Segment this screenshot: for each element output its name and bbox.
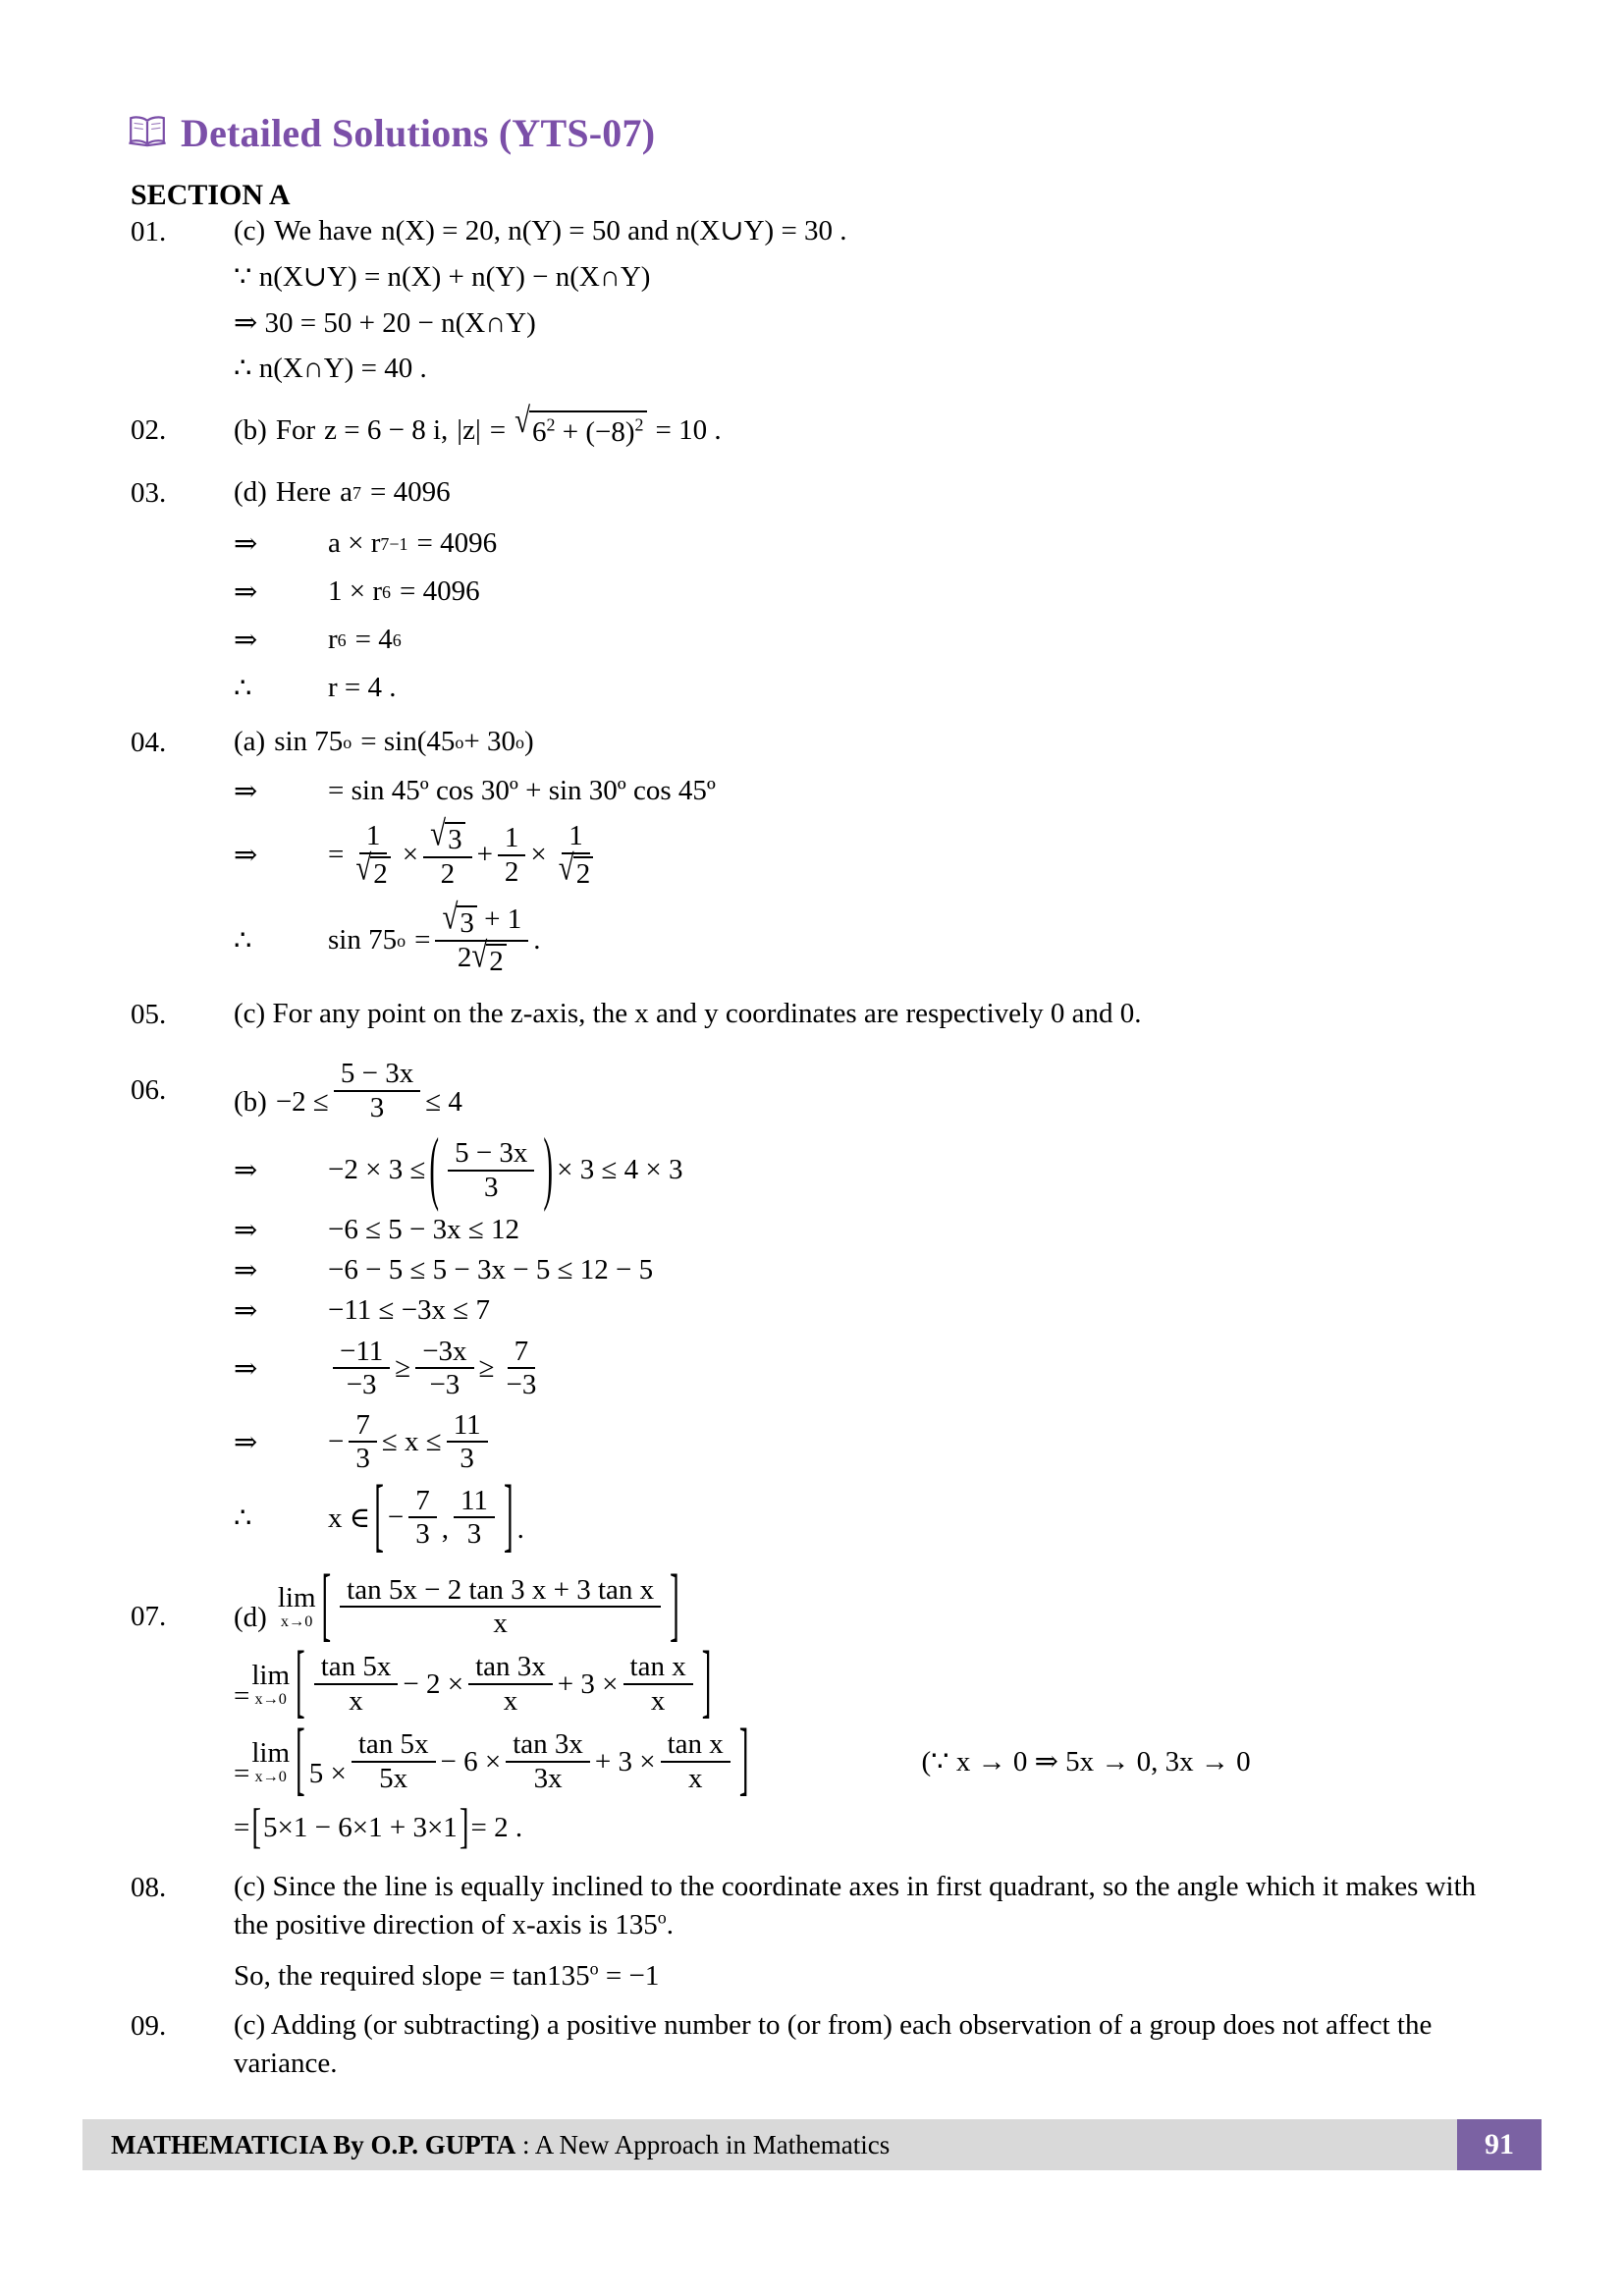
solutions-body: [0, 212, 1624, 2083]
problem-04: [0, 723, 1624, 762]
implies-symbol: ⇒: [234, 576, 258, 609]
problem-04-step-2: [0, 814, 1624, 890]
problem-06-step-1: [0, 1122, 1624, 1215]
fraction-numerator: 7: [508, 1336, 536, 1369]
fraction-one-over-root-two: [349, 820, 397, 890]
multiply-right: × 3 ≤ 4 × 3: [557, 1154, 683, 1186]
equals-sign: =: [414, 924, 431, 957]
sin75-label: sin 75: [328, 924, 398, 957]
fraction-denominator: 3: [483, 1171, 499, 1203]
equals-sign: =: [234, 1679, 250, 1712]
implies-symbol: ⇒: [234, 1155, 258, 1187]
radicand: 3: [445, 822, 465, 854]
modulus-symbol: |z|: [457, 414, 481, 447]
radicand-a: 6: [532, 415, 547, 448]
left-bracket: [: [374, 1470, 384, 1562]
implies-symbol: ⇒: [234, 528, 258, 561]
footer-brand: MATHEMATICIA By O.P. GUPTA: [111, 2129, 516, 2159]
problem-number: 05.: [131, 999, 167, 1031]
problem-07-line-2: [0, 1637, 1624, 1728]
problem-06-step-5: [0, 1336, 1624, 1401]
implies-symbol: ⇒: [234, 1426, 258, 1458]
fraction-expression: [334, 1058, 420, 1123]
plus-symbol: +: [476, 839, 493, 871]
times-symbol: ×: [402, 839, 419, 871]
fraction-numerator: 1: [359, 820, 388, 853]
implies-symbol: ⇒: [234, 1294, 258, 1327]
left-bracket: [: [296, 1714, 305, 1806]
fraction-denominator: x: [687, 1762, 703, 1794]
right-bracket: ]: [670, 1559, 679, 1651]
problem-02: [0, 401, 1624, 452]
option-label: (b): [234, 1086, 267, 1119]
problem-number: 08.: [131, 1871, 167, 1903]
fraction-denominator: 3x: [533, 1762, 563, 1794]
fraction-minus-eleven-over-minus-three: [333, 1336, 390, 1401]
fraction-numerator: 1: [562, 820, 590, 853]
problem-07: [0, 1559, 1624, 1651]
answer-text: For any point on the z-axis, the x and y coordinates are respectively 0 and 0.: [272, 998, 1142, 1030]
multiply-left: −2 × 3 ≤: [328, 1154, 426, 1186]
fraction-numerator: 7: [408, 1485, 437, 1518]
fraction-denominator: 2: [440, 857, 456, 890]
limit-condition: x→0: [254, 1767, 287, 1785]
problem-content: [234, 401, 1516, 452]
step-expression: a × r: [328, 527, 381, 560]
limit-condition: x→0: [280, 1612, 313, 1630]
sentence-period: .: [666, 1908, 674, 1941]
fraction-denominator: 3: [415, 1518, 430, 1551]
therefore-symbol: ∴: [234, 1502, 252, 1534]
inequality-line: −6 ≤ 5 − 3x ≤ 12: [328, 1213, 520, 1245]
option-label: (c): [234, 998, 266, 1030]
problem-03: [0, 473, 1624, 513]
fraction-tan5x-over-5x: [352, 1728, 436, 1794]
page-title-row: [128, 110, 655, 156]
minus-sign: −: [328, 1425, 345, 1457]
square-root: √ 2: [471, 944, 506, 976]
period: .: [533, 924, 541, 957]
limit-label: lim: [251, 1736, 291, 1769]
relation-symbol: ≥: [478, 1351, 495, 1384]
radicand: 2: [573, 856, 594, 889]
problem-number: 09.: [131, 2009, 167, 2042]
problem-number: 01.: [131, 216, 167, 247]
step-tail: = 4096: [400, 575, 480, 608]
coefficient: 5 ×: [308, 1757, 347, 1789]
footer-bar: [82, 2119, 1457, 2170]
left-paren: (: [429, 1122, 440, 1215]
square-root: √ $6^2 + (-8)^2$: [514, 410, 646, 452]
given-line: n(X) = 20, n(Y) = 50 and n(X∪Y) = 30 .: [381, 215, 847, 246]
right-bracket: ]: [738, 1714, 749, 1806]
problem-01-line-4: [0, 349, 1624, 389]
radicand-a-exponent: 2: [546, 414, 556, 435]
inequality-line: −11 ≤ −3x ≤ 7: [328, 1293, 490, 1326]
problem-03-step-3: ⇒ r 6 = 4 6: [234, 624, 402, 657]
implies-symbol: ⇒: [234, 776, 258, 808]
problem-08-slope-line: [0, 1956, 1624, 1996]
fraction-one-over-root-two-b: [552, 820, 600, 890]
problem-06-step-6: [0, 1409, 1624, 1475]
open-book-icon: [128, 114, 167, 152]
fraction-one-half: [498, 822, 526, 888]
problem-content: (a) sin 75 o = sin(45 o + 30 o ): [234, 723, 1516, 761]
degree-symbol: o: [657, 1907, 667, 1928]
step-expression: r = 4 .: [328, 672, 397, 704]
fraction-denominator: −3: [346, 1369, 377, 1401]
equals-sign: =: [489, 414, 507, 447]
section-heading: SECTION A: [131, 179, 291, 211]
fraction-numerator: tan 3x: [468, 1651, 553, 1684]
fraction-eleven-thirds: [447, 1409, 488, 1475]
radicand: 2: [486, 944, 507, 976]
fraction-tanx-over-x: [661, 1728, 731, 1794]
page-number-badge: 91: [1457, 2119, 1542, 2170]
radicand: 3: [457, 905, 477, 938]
footer-tagline: : A New Approach in Mathematics: [515, 2129, 891, 2159]
fraction-minus-3x-over-minus-three: [415, 1336, 473, 1401]
sin75-lhs: sin 75: [274, 726, 344, 758]
problem-06-step-7: [0, 1470, 1624, 1562]
right-bracket: ]: [503, 1470, 514, 1562]
problem-06: [0, 1050, 1624, 1123]
footer-text: [111, 2130, 890, 2160]
problem-number: 03.: [131, 477, 167, 510]
times-symbol: ×: [530, 839, 547, 871]
fraction-denominator: [552, 847, 600, 890]
problem-07-line-4: [0, 1800, 1624, 1854]
implies-symbol: ⇒: [234, 840, 258, 872]
fraction-numerator: −11: [333, 1336, 390, 1369]
fraction-tan5x-over-x: [314, 1651, 399, 1717]
problem-01-line-3: [0, 303, 1624, 344]
option-label: (d): [234, 1602, 267, 1634]
limit-label: lim: [277, 1581, 316, 1613]
problem-01: [0, 212, 1624, 251]
fraction-root-three-over-two: [423, 814, 471, 890]
option-label: (a): [234, 726, 266, 758]
fraction-numerator: [423, 814, 471, 857]
result-line: ∴ n(X∩Y) = 40 .: [234, 353, 427, 385]
page-title: Detailed Solutions (YTS-07): [181, 111, 656, 155]
problem-05: [0, 995, 1624, 1034]
problem-01-line-2: [0, 257, 1624, 298]
square-root: √ 2: [355, 856, 390, 889]
step-tail: = 4096: [416, 527, 498, 560]
z-definition: z = 6 − 8 i,: [324, 414, 449, 447]
fraction-numerator: −3x: [415, 1336, 473, 1369]
for-label: For: [275, 414, 316, 447]
fraction-denominator: 3: [355, 1443, 370, 1475]
fraction-denominator: 3: [369, 1091, 385, 1123]
fraction-seven-over-minus-three: [499, 1336, 543, 1401]
relation-symbol: ≤ x ≤: [381, 1425, 442, 1457]
problem-08: [0, 1868, 1624, 1944]
expansion-line: = sin 45º cos 30º + sin 30º cos 45º: [328, 775, 716, 807]
right-bracket: ]: [459, 1800, 469, 1854]
limit-label: lim: [251, 1659, 291, 1691]
fraction-denominator: 5x: [379, 1762, 408, 1794]
term-connector: − 6 ×: [440, 1745, 502, 1777]
fraction-numerator: 11: [447, 1409, 488, 1443]
final-expression: 5×1 − 6×1 + 3×1: [263, 1812, 458, 1844]
radicand: 2: [370, 856, 391, 889]
equals-sign: =: [234, 1812, 250, 1844]
problem-06-step-3: [0, 1253, 1624, 1287]
right-bracket: ]: [701, 1637, 712, 1728]
radicand-plus: +: [562, 415, 579, 448]
fraction-denominator: −3: [429, 1369, 460, 1401]
step-expression: r: [328, 624, 338, 656]
intro-text: We have: [274, 215, 373, 246]
identity-line: ∵ n(X∪Y) = n(X) + n(Y) − n(X∩Y): [234, 261, 651, 294]
problem-09: [0, 2006, 1624, 2083]
fraction-denominator: −3: [506, 1369, 537, 1401]
fraction-seven-thirds: [408, 1485, 437, 1551]
left-bracket: [: [296, 1637, 305, 1728]
therefore-symbol: ∴: [234, 925, 252, 957]
fraction-numerator: tan x: [661, 1728, 731, 1762]
final-result: = 2 .: [470, 1812, 523, 1844]
fraction-numerator: 1: [498, 822, 526, 855]
fraction-numerator: 5 − 3x: [448, 1137, 534, 1171]
fraction-denominator: 3: [466, 1518, 482, 1551]
inequality-right: ≤ 4: [425, 1086, 462, 1119]
term-symbol: a: [340, 476, 353, 509]
option-label: (c): [234, 1870, 266, 1902]
fraction-numerator: √ 3 + 1: [435, 903, 528, 941]
limit-operator: [251, 1736, 291, 1785]
modulus-result: = 10 .: [655, 414, 722, 447]
relation-symbol: ≥: [395, 1351, 411, 1384]
problem-07-line-3: [0, 1714, 1624, 1806]
implies-symbol: ⇒: [234, 1214, 258, 1246]
option-label: (b): [234, 414, 267, 447]
fraction-numerator: tan 5x: [352, 1728, 436, 1762]
sin-sum-close: ): [523, 726, 534, 758]
intro-text: Here: [275, 476, 332, 509]
denominator-coefficient: 2: [457, 941, 472, 973]
problem-number: 04.: [131, 727, 167, 759]
fraction-numerator: 11: [454, 1485, 495, 1518]
implies-symbol: ⇒: [234, 1352, 258, 1385]
slope-text: So, the required slope = tan135: [234, 1960, 590, 1993]
sin-sum-second: + 30: [463, 726, 515, 758]
problem-content: [234, 1868, 1516, 1944]
comma: ,: [441, 1512, 449, 1545]
fraction-numerator: tan 5x − 2 tan 3 x + 3 tan x: [340, 1574, 661, 1608]
degree-symbol: o: [589, 1958, 599, 1979]
therefore-symbol: ∴: [234, 673, 252, 705]
sin-sum-open: = sin(45: [360, 726, 456, 758]
left-bracket: [: [251, 1800, 262, 1854]
fraction-limit-expression: [340, 1574, 661, 1640]
fraction-numerator: tan 3x: [506, 1728, 590, 1762]
fraction-denominator: x: [503, 1684, 518, 1717]
problem-content: [234, 2006, 1516, 2083]
square-root: √ 3: [430, 822, 464, 854]
step-tail: = 4: [354, 624, 393, 656]
fraction-denominator: [349, 847, 397, 890]
fraction-numerator: 5 − 3x: [334, 1058, 420, 1091]
problem-04-step-3: ∴ sin 75 o = √ 3 + 1 2 √ 2 .: [234, 898, 541, 977]
problem-04-step-1: [0, 774, 1624, 808]
substitution-line: ⇒ 30 = 50 + 20 − n(X∩Y): [234, 306, 536, 339]
problem-number: 02.: [131, 413, 167, 446]
radicand-b-exponent: 2: [634, 414, 644, 435]
square-root: √ 2: [559, 856, 593, 889]
problem-03-step-1: ⇒ a × r 7−1 = 4096: [234, 527, 498, 561]
term-connector: + 3 ×: [594, 1745, 656, 1777]
page-footer: [82, 2119, 1542, 2170]
equals-sign: =: [328, 839, 345, 871]
fraction-tan3x-over-3x: [506, 1728, 590, 1794]
square-root: √ 3: [442, 905, 476, 938]
fraction-denominator: 2: [504, 855, 519, 888]
fraction-numerator: tan 5x: [314, 1651, 399, 1684]
problem-number: 07.: [131, 1600, 167, 1632]
implies-symbol: ⇒: [234, 625, 258, 657]
problem-06-step-2: [0, 1213, 1624, 1247]
answer-text: Adding (or subtracting) a positive number to (or from) each observation of a group does not affect the variance.: [234, 2008, 1433, 2079]
term-connector: + 3 ×: [557, 1667, 619, 1700]
step-expression: 1 × r: [328, 575, 383, 608]
option-label: (c): [234, 2008, 266, 2041]
limit-operator: [251, 1659, 291, 1708]
fraction-denominator: x: [493, 1608, 508, 1640]
problem-content: [234, 1050, 1516, 1123]
problem-number: 06.: [131, 1074, 167, 1107]
fraction-tan3x-over-x: [468, 1651, 553, 1717]
limit-operator: [277, 1581, 316, 1630]
fraction-denominator: x: [349, 1684, 363, 1717]
problem-03-step-4: [0, 671, 1624, 705]
option-label: (c): [234, 215, 266, 246]
slope-value: = −1: [605, 1960, 660, 1993]
radicand-b: (−8): [585, 415, 635, 448]
limit-condition: x→0: [254, 1689, 287, 1708]
option-label: (d): [234, 476, 267, 509]
fraction-seven-thirds: [349, 1409, 377, 1475]
implies-symbol: ⇒: [234, 1254, 258, 1286]
equals-sign: =: [234, 1757, 250, 1789]
problem-content: [234, 995, 1516, 1033]
inequality-left: −2 ≤: [275, 1086, 329, 1119]
fraction-denominator: [451, 935, 514, 977]
fraction-numerator: tan x: [623, 1651, 693, 1684]
fraction-denominator: x: [650, 1684, 666, 1717]
term-connector: − 2 ×: [403, 1667, 464, 1700]
fraction-expression: [448, 1137, 534, 1203]
problem-06-step-4: [0, 1293, 1624, 1328]
fraction-numerator: 7: [349, 1409, 377, 1443]
explanation-text: Since the line is equally inclined to the coordinate axes in first quadrant, so the angle which it makes with the positive direction of x-axis is 135: [234, 1870, 1477, 1941]
membership-lhs: x ∈: [328, 1502, 371, 1534]
inequality-line: −6 − 5 ≤ 5 − 3x − 5 ≤ 12 − 5: [328, 1253, 654, 1285]
left-bracket: [: [321, 1559, 332, 1651]
fraction-denominator: 3: [460, 1443, 474, 1475]
term-value: = 4096: [370, 476, 451, 509]
limit-side-note: (∵ x → 0 ⇒ 5x → 0, 3x → 0: [921, 1745, 1251, 1777]
problem-content: [234, 212, 1516, 250]
problem-03-step-2: ⇒ 1 × r 6 = 4096: [234, 575, 480, 609]
fraction-tanx-over-x: [623, 1651, 693, 1717]
fraction-eleven-thirds: [454, 1485, 495, 1551]
problem-content: (d) Here a 7 = 4096: [234, 473, 1516, 512]
problem-content: [234, 1559, 1516, 1651]
right-paren: ): [543, 1122, 554, 1215]
period: .: [516, 1512, 524, 1545]
fraction-sin75-value: [435, 898, 528, 977]
minus-sign: −: [387, 1501, 405, 1533]
